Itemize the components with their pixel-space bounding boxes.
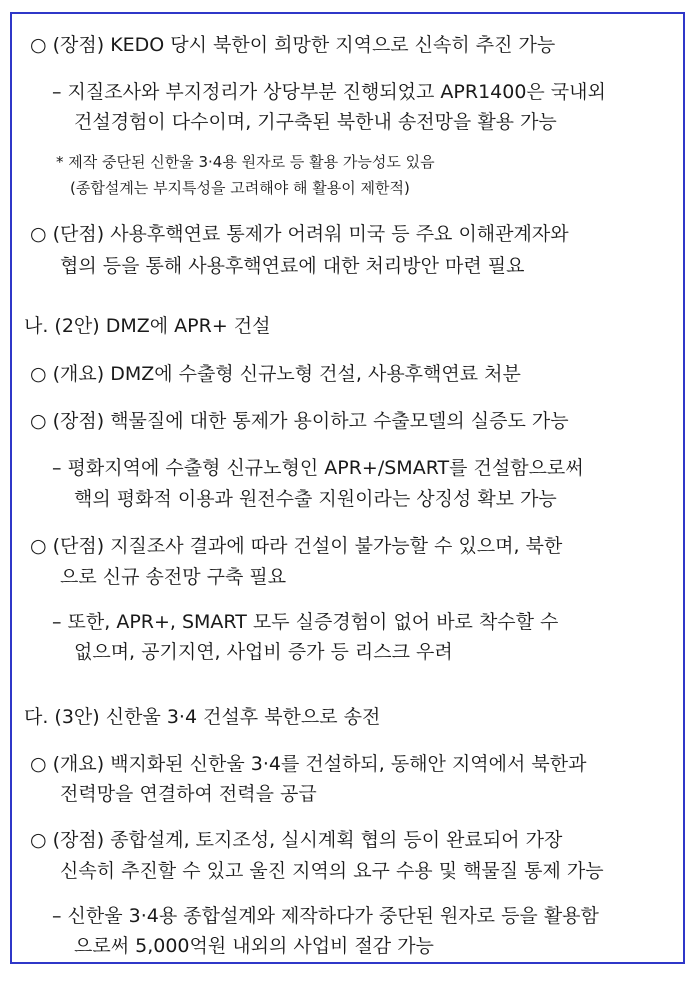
text-line: ○ (단점) 사용후핵연료 통제가 어려워 미국 등 주요 이해관계자와 (30, 223, 569, 245)
text-line: 전력망을 연결하여 전력을 공급 (60, 783, 317, 805)
text-line: – 평화지역에 수출형 신규노형인 APR+/SMART를 건설함으로써 (52, 457, 584, 479)
footnote-line: * 제작 중단된 신한울 3·4용 원자로 등 활용 가능성도 있음 (56, 153, 435, 171)
text-line: – 신한울 3·4용 종합설계와 제작하다가 중단된 원자로 등을 활용함 (52, 905, 599, 927)
text-line: 건설경험이 다수이며, 기구축된 북한내 송전망을 활용 가능 (74, 111, 557, 133)
text-line: ○ (개요) 백지화된 신한울 3·4를 건설하되, 동해안 지역에서 북한과 (30, 753, 587, 775)
text-line: 신속히 추진할 수 있고 울진 지역의 요구 수용 및 핵물질 통제 가능 (60, 860, 604, 882)
text-line: ○ (장점) KEDO 당시 북한이 희망한 지역으로 신속히 추진 가능 (30, 34, 556, 56)
text-line: ○ (장점) 핵물질에 대한 통제가 용이하고 수출모델의 실증도 가능 (30, 410, 569, 432)
text-line: 으로써 5,000억원 내외의 사업비 절감 가능 (74, 935, 434, 957)
text-line: – 지질조사와 부지정리가 상당부분 진행되었고 APR1400은 국내외 (52, 81, 606, 103)
text-line: 없으며, 공기지연, 사업비 증가 등 리스크 우려 (74, 641, 453, 663)
text-line: ○ (개요) DMZ에 수출형 신규노형 건설, 사용후핵연료 처분 (30, 363, 521, 385)
text-line: 협의 등을 통해 사용후핵연료에 대한 처리방안 마련 필요 (60, 255, 525, 277)
section-heading: 다. (3안) 신한울 3·4 건설후 북한으로 송전 (24, 706, 381, 728)
text-line: 으로 신규 송전망 구축 필요 (60, 566, 287, 588)
footnote-line: (종합설계는 부지특성을 고려해야 해 활용이 제한적) (70, 179, 410, 197)
text-line: – 또한, APR+, SMART 모두 실증경험이 없어 바로 착수할 수 (52, 611, 559, 633)
section-heading: 나. (2안) DMZ에 APR+ 건설 (24, 315, 271, 337)
text-line: ○ (단점) 지질조사 결과에 따라 건설이 불가능할 수 있으며, 북한 (30, 535, 563, 557)
text-line: 핵의 평화적 이용과 원전수출 지원이라는 상징성 확보 가능 (74, 488, 557, 510)
text-line: ○ (장점) 종합설계, 토지조성, 실시계획 협의 등이 완료되어 가장 (30, 829, 563, 851)
